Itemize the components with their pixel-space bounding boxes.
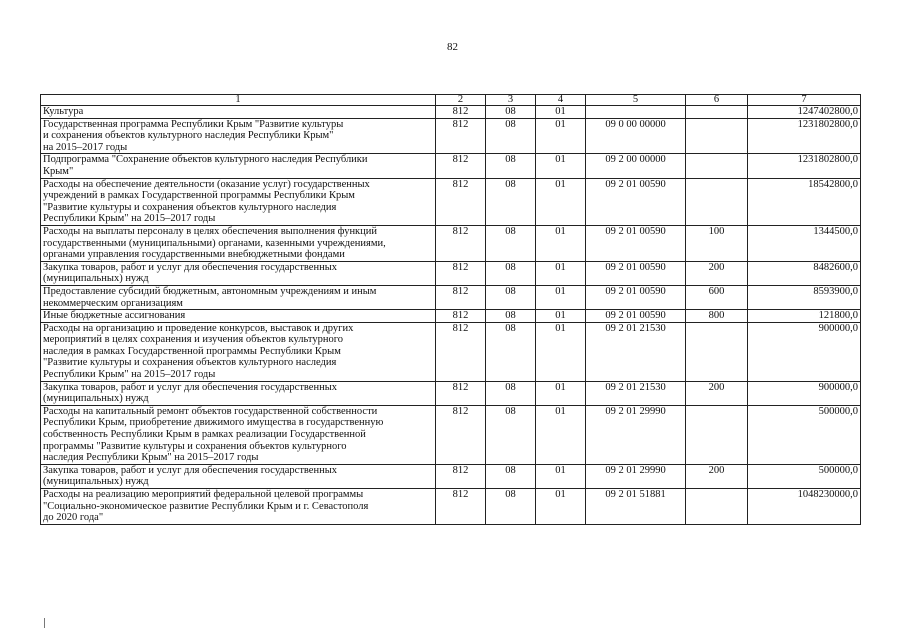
row-amount-cell: 500000,0 bbox=[748, 464, 861, 488]
column-header-3: 3 bbox=[486, 95, 536, 106]
row-amount-cell: 18542800,0 bbox=[748, 178, 861, 225]
row-subsection-cell: 01 bbox=[536, 261, 586, 285]
header-row bbox=[41, 95, 861, 106]
row-name-cell: Расходы на обеспечение деятельности (оказание услуг) государственных учреждений в рамках Государственной программы Республики Крым "Развитие культуры и сохранения объектов культурного наследия Республики Крым" на 2015–2017 годы bbox=[41, 178, 436, 225]
row-expense-type-cell: 200 bbox=[686, 261, 748, 285]
row-name-cell: Расходы на выплаты персоналу в целях обеспечения выполнения функций государственными (муниципальными) органами, казенными учреждениями, органами управления государственными внебюджетными фондами bbox=[41, 225, 436, 261]
row-target-article-cell: 09 2 01 21530 bbox=[586, 322, 686, 381]
row-amount-cell: 900000,0 bbox=[748, 381, 861, 405]
row-admin-code-cell: 812 bbox=[436, 261, 486, 285]
row-expense-type-cell bbox=[686, 154, 748, 178]
column-header-6: 6 bbox=[686, 95, 748, 106]
row-name-cell: Подпрограмма "Сохранение объектов культурного наследия Республики Крым" bbox=[41, 154, 436, 178]
column-header-1: 1 bbox=[41, 95, 436, 106]
row-expense-type-cell: 600 bbox=[686, 285, 748, 309]
row-subsection-cell: 01 bbox=[536, 225, 586, 261]
row-section-cell: 08 bbox=[486, 118, 536, 154]
row-admin-code-cell: 812 bbox=[436, 285, 486, 309]
row-subsection-cell: 01 bbox=[536, 106, 586, 119]
row-subsection-cell: 01 bbox=[536, 118, 586, 154]
row-admin-code-cell: 812 bbox=[436, 225, 486, 261]
row-target-article-cell: 09 2 01 00590 bbox=[586, 261, 686, 285]
row-amount-cell: 1231802800,0 bbox=[748, 154, 861, 178]
row-section-cell: 08 bbox=[486, 285, 536, 309]
row-admin-code-cell: 812 bbox=[436, 405, 486, 464]
row-target-article-cell: 09 2 00 00000 bbox=[586, 154, 686, 178]
row-subsection-cell: 01 bbox=[536, 154, 586, 178]
row-target-article-cell: 09 2 01 21530 bbox=[586, 381, 686, 405]
row-subsection-cell: 01 bbox=[536, 178, 586, 225]
row-section-cell: 08 bbox=[486, 464, 536, 488]
row-subsection-cell: 01 bbox=[536, 381, 586, 405]
row-amount-cell: 121800,0 bbox=[748, 310, 861, 323]
row-target-article-cell: 09 2 01 51881 bbox=[586, 489, 686, 525]
row-section-cell: 08 bbox=[486, 310, 536, 323]
row-admin-code-cell: 812 bbox=[436, 322, 486, 381]
row-section-cell: 08 bbox=[486, 106, 536, 119]
row-section-cell: 08 bbox=[486, 225, 536, 261]
row-admin-code-cell: 812 bbox=[436, 106, 486, 119]
row-name-cell: Государственная программа Республики Крым "Развитие культуры и сохранения объектов культурного наследия Республики Крым" на 2015–2017 годы bbox=[41, 118, 436, 154]
row-expense-type-cell: 200 bbox=[686, 464, 748, 488]
row-expense-type-cell bbox=[686, 489, 748, 525]
row-section-cell: 08 bbox=[486, 405, 536, 464]
table-row bbox=[41, 405, 861, 464]
row-expense-type-cell: 200 bbox=[686, 381, 748, 405]
row-target-article-cell: 09 2 01 00590 bbox=[586, 225, 686, 261]
row-admin-code-cell: 812 bbox=[436, 381, 486, 405]
row-target-article-cell: 09 0 00 00000 bbox=[586, 118, 686, 154]
row-expense-type-cell bbox=[686, 106, 748, 119]
row-name-cell: Закупка товаров, работ и услуг для обеспечения государственных (муниципальных) нужд bbox=[41, 261, 436, 285]
row-name-cell: Расходы на организацию и проведение конкурсов, выставок и других мероприятий в целях сохранения и изучения объектов культурного наследия в рамках Государственной программы Республики Крым "Развитие культуры и сохранения объектов культурного наследия Республики Крым" на 2015–2017 годы bbox=[41, 322, 436, 381]
row-subsection-cell: 01 bbox=[536, 285, 586, 309]
row-name-cell: Расходы на реализацию мероприятий федеральной целевой программы "Социально-экономическое развитие Республики Крым и г. Севастополя до 2020 года" bbox=[41, 489, 436, 525]
row-target-article-cell: 09 2 01 00590 bbox=[586, 178, 686, 225]
row-admin-code-cell: 812 bbox=[436, 154, 486, 178]
row-admin-code-cell: 812 bbox=[436, 464, 486, 488]
row-target-article-cell bbox=[586, 106, 686, 119]
row-target-article-cell: 09 2 01 00590 bbox=[586, 310, 686, 323]
row-amount-cell: 8593900,0 bbox=[748, 285, 861, 309]
column-header-4: 4 bbox=[536, 95, 586, 106]
row-name-cell: Иные бюджетные ассигнования bbox=[41, 310, 436, 323]
table-row bbox=[41, 285, 861, 309]
table-row bbox=[41, 381, 861, 405]
row-expense-type-cell: 100 bbox=[686, 225, 748, 261]
row-subsection-cell: 01 bbox=[536, 310, 586, 323]
row-name-cell: Расходы на капитальный ремонт объектов государственной собственности Республики Крым, приобретение движимого имущества в государственную собственность Республики Крым в рамках реализации Государственной программы "Развитие культуры и сохранения объектов культурного наследия Республики Крым" на 2015–2017 годы bbox=[41, 405, 436, 464]
row-admin-code-cell: 812 bbox=[436, 178, 486, 225]
table-row bbox=[41, 322, 861, 381]
row-amount-cell: 1344500,0 bbox=[748, 225, 861, 261]
row-subsection-cell: 01 bbox=[536, 489, 586, 525]
column-header-2: 2 bbox=[436, 95, 486, 106]
row-target-article-cell: 09 2 01 29990 bbox=[586, 405, 686, 464]
table-row bbox=[41, 489, 861, 525]
page-number: 82 bbox=[447, 41, 458, 53]
table-row bbox=[41, 106, 861, 119]
scan-mark bbox=[44, 618, 45, 628]
row-target-article-cell: 09 2 01 00590 bbox=[586, 285, 686, 309]
budget-table bbox=[40, 94, 861, 525]
row-subsection-cell: 01 bbox=[536, 322, 586, 381]
row-name-cell: Предоставление субсидий бюджетным, автономным учреждениям и иным некоммерческим организациям bbox=[41, 285, 436, 309]
row-section-cell: 08 bbox=[486, 322, 536, 381]
row-section-cell: 08 bbox=[486, 381, 536, 405]
row-admin-code-cell: 812 bbox=[436, 118, 486, 154]
row-amount-cell: 1231802800,0 bbox=[748, 118, 861, 154]
table-row bbox=[41, 310, 861, 323]
row-expense-type-cell bbox=[686, 178, 748, 225]
row-admin-code-cell: 812 bbox=[436, 310, 486, 323]
row-name-cell: Закупка товаров, работ и услуг для обеспечения государственных (муниципальных) нужд bbox=[41, 464, 436, 488]
table-row bbox=[41, 261, 861, 285]
row-name-cell: Закупка товаров, работ и услуг для обеспечения государственных (муниципальных) нужд bbox=[41, 381, 436, 405]
row-target-article-cell: 09 2 01 29990 bbox=[586, 464, 686, 488]
row-amount-cell: 900000,0 bbox=[748, 322, 861, 381]
column-header-5: 5 bbox=[586, 95, 686, 106]
row-amount-cell: 500000,0 bbox=[748, 405, 861, 464]
row-name-cell: Культура bbox=[41, 106, 436, 119]
table-row bbox=[41, 225, 861, 261]
row-section-cell: 08 bbox=[486, 261, 536, 285]
row-expense-type-cell bbox=[686, 118, 748, 154]
table-row bbox=[41, 154, 861, 178]
table-row bbox=[41, 178, 861, 225]
table-row bbox=[41, 118, 861, 154]
row-section-cell: 08 bbox=[486, 178, 536, 225]
row-amount-cell: 1247402800,0 bbox=[748, 106, 861, 119]
row-subsection-cell: 01 bbox=[536, 405, 586, 464]
row-expense-type-cell bbox=[686, 322, 748, 381]
row-admin-code-cell: 812 bbox=[436, 489, 486, 525]
row-amount-cell: 8482600,0 bbox=[748, 261, 861, 285]
column-header-7: 7 bbox=[748, 95, 861, 106]
row-section-cell: 08 bbox=[486, 489, 536, 525]
row-amount-cell: 1048230000,0 bbox=[748, 489, 861, 525]
row-expense-type-cell bbox=[686, 405, 748, 464]
table-row bbox=[41, 464, 861, 488]
row-subsection-cell: 01 bbox=[536, 464, 586, 488]
row-expense-type-cell: 800 bbox=[686, 310, 748, 323]
row-section-cell: 08 bbox=[486, 154, 536, 178]
